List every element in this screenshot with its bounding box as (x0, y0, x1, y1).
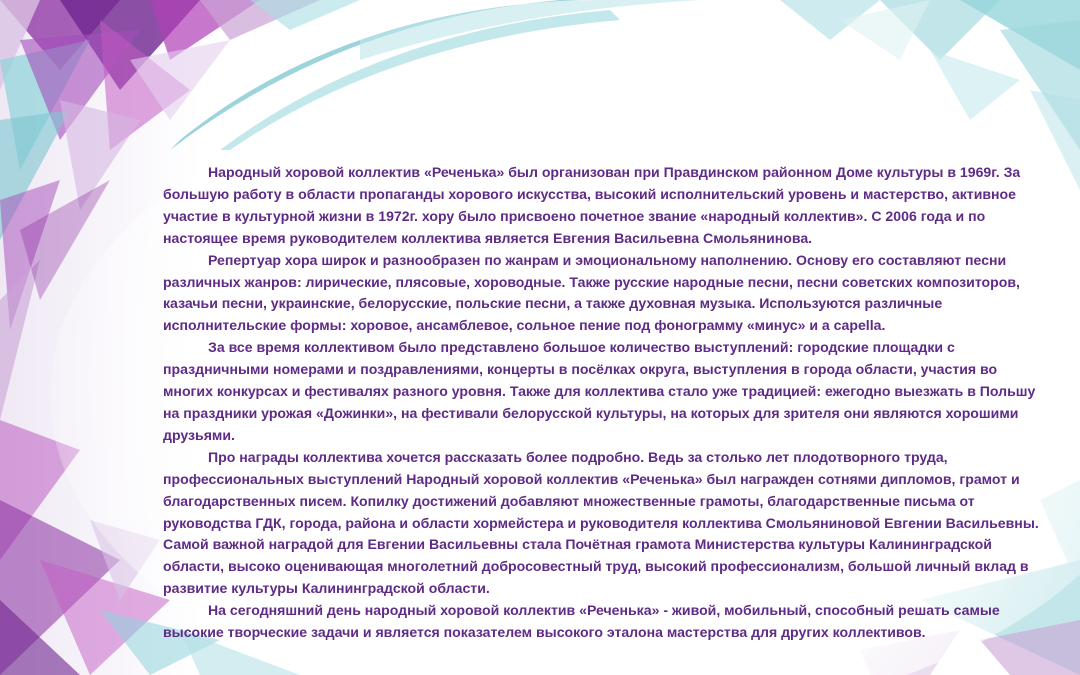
paragraph-3: За все время коллективом было представлено большое количество выступлений: городские площадки с праздничными номерами и поздравлениями, концерты в посёлках округа, выступления в города области, участия во многих конкурсах и фестивалях разного уровня. Также для коллектива стало уже традицией: ежегодно выезжать в Польшу на праздники урожая «Дожинки», на фестивали белорусской культуры, на которых для зрителя они являются хорошими друзьями. (163, 339, 1036, 443)
article-text (163, 162, 1043, 644)
paragraph-1: Народный хоровой коллектив «Реченька» был организован при Правдинском районном Доме культуры в 1969г. За большую работу в области пропаганды хорового искусства, высокий исполнительский уровень и мастерство, активное участие в культурной жизни в 1972г. хору было присвоено почетное звание «народный коллектив». С 2006 года и по настоящее время руководителем коллектива является Евгения Васильевна Смольянинова. (163, 164, 1021, 246)
paragraph-2: Репертуар хора широк и разнообразен по жанрам и эмоциональному наполнению. Основу его составляют песни различных жанров: лирические, плясовые, хороводные. Также русские народные песни, песни советских композиторов, казачьи песни, украинские, белорусские, польские песни, а также духовная музыка. Используются различные исполнительские формы: хоровое, ансамблевое, сольное пение под фонограмму «минус» и а capella. (163, 251, 1020, 334)
paragraph-4: Про награды коллектива хочется рассказать более подробно. Ведь за столько лет плодотворного труда, профессиональных выступлений Народный хоровой коллектив «Реченька» был награжден сотнями дипломов, грамот и благодарственных писем. Копилку достижений добавляют множественные грамоты, благодарственные письма от руководства ГДК, города, района и области хормейстера и руководителя коллектива Смольяниновой Евгении Васильевны. Самой важной наградой для Евгении Васильевны стала Почётная грамота Министерства культуры Калининградской области, высоко оценивающая многолетний добросовестный труд, высокий профессионализм, большой личный вклад в развитие культуры Калининградской области. (163, 448, 1039, 597)
paragraph-5: На сегодняшний день народный хоровой коллектив «Реченька» - живой, мобильный, способный решать самые высокие творческие задачи и является показателем высокого эталона мастерства для других коллективов. (163, 602, 1000, 641)
